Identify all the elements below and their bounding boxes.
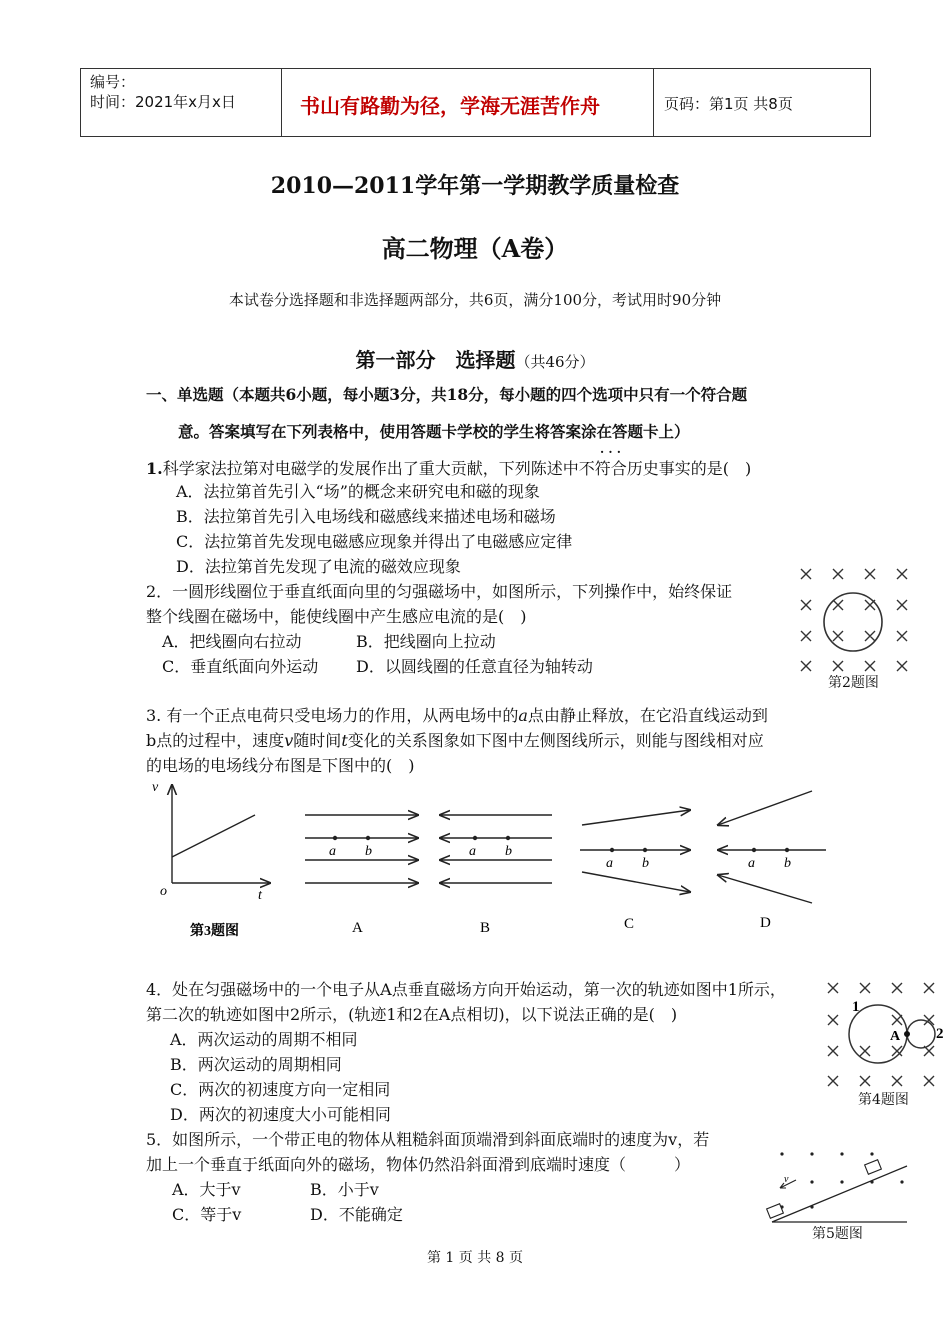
q1-stem [146, 459, 751, 479]
option-c-label-b: b [642, 856, 649, 871]
q2-line1: 2．一圆形线圈位于垂直纸面向里的匀强磁场中，如图所示，下列操作中，始终保证 [146, 582, 733, 601]
q3-var-v: v [284, 731, 294, 750]
q5-option-d: D．不能确定 [310, 1205, 403, 1224]
magnetic-field-x-marks [828, 983, 934, 1086]
q3-line2-mid: 随时间 [293, 731, 342, 750]
vt-origin: o [160, 884, 167, 899]
q4-option-d: D．两次的初速度大小可能相同 [170, 1105, 391, 1124]
option-d-label-a: a [748, 856, 755, 871]
time-label: 时间：2021年x月x日 [90, 93, 236, 111]
block-top [865, 1160, 882, 1175]
option-d-label-b: b [784, 856, 791, 871]
label-a: A [890, 1029, 901, 1044]
header-divider-2 [653, 68, 654, 136]
q1-stem-text: 科学家法拉第对电磁学的发展作出了重大贡献，下列陈述中不符合历史事实的是( ) [162, 459, 752, 478]
q3-line2 [146, 731, 764, 751]
q3-line1-post: 点由静止释放，在它沿直线运动到 [527, 706, 768, 725]
motto: 书山有路勤为径，学海无涯苦作舟 [300, 94, 600, 118]
q3-line2-post: 变化的关系图象如下图中左侧图线所示，则能与图线相对应 [347, 731, 764, 750]
q1-option-c: C．法拉第首先发现电磁感应现象并得出了电磁感应定律 [176, 532, 573, 551]
option-b-label-a: a [469, 844, 476, 859]
page-info: 页码：第1页 共8页 [664, 95, 793, 113]
option-a-label: A [352, 920, 363, 936]
option-c-point-b [643, 848, 647, 852]
q1-option-a: A．法拉第首先引入“场”的概念来研究电和磁的现象 [176, 482, 540, 501]
option-a-point-a [333, 836, 337, 840]
part1-score: （共46分） [515, 353, 595, 371]
trajectory-2 [907, 1020, 935, 1048]
q3-line1 [146, 706, 768, 726]
part1-title: 第一部分 选择题 [355, 348, 516, 372]
q2-option-a: A．把线圈向右拉动 [162, 632, 302, 651]
q1-option-b: B．法拉第首先引入电场线和磁感线来描述电场和磁场 [176, 507, 556, 526]
option-c-label-a: a [606, 856, 613, 871]
option-a-label-a: a [329, 844, 336, 859]
q2-option-d: D．以圆线圈的任意直径为轴转动 [356, 657, 593, 676]
option-b-label-b: b [505, 844, 512, 859]
q4-option-c: C．两次的初速度方向一定相同 [170, 1080, 391, 1099]
q3-line1-pre: 3. 有一个正点电荷只受电场力的作用，从两电场中的 [146, 706, 519, 725]
q4-line1: 4．处在匀强磁场中的一个电子从A点垂直磁场方向开始运动，第一次的轨迹如图中1所示， [146, 980, 786, 999]
q2-option-b: B．把线圈向上拉动 [356, 632, 496, 651]
magnetic-field-x-marks [801, 569, 907, 671]
serial-label: 编号： [90, 73, 136, 91]
vt-graph [172, 785, 270, 883]
section1-line2: 意。答案填写在下列表格中，使用答题卡学校的学生将答案涂在答题卡上） [178, 422, 690, 441]
vt-axis-v: v [152, 780, 159, 795]
option-d-point-b [785, 848, 789, 852]
q4-figure-label: 第4题图 [858, 1092, 909, 1108]
option-c-label: C [624, 916, 635, 932]
q3-line3: 的电场的电场线分布图是下图中的( ) [146, 756, 415, 775]
q1-emphasis-dots: · · · [600, 445, 621, 459]
q5-option-c: C．等于v [172, 1205, 242, 1224]
page-footer: 第 1 页 共 8 页 [426, 1250, 524, 1266]
coil-circle [824, 593, 882, 651]
label-1: 1 [852, 999, 860, 1015]
section1-line1: 一、单选题（本题共6小题，每小题3分，共18分，每小题的四个选项中只有一个符合题 [146, 385, 748, 404]
q1-option-d: D．法拉第首先发现了电流的磁效应现象 [176, 557, 461, 576]
page-subtitle: 高二物理（A卷） [381, 234, 569, 263]
q4-option-b: B．两次运动的周期相同 [170, 1055, 342, 1074]
option-d-label: D [760, 915, 771, 931]
part1-heading [0, 344, 950, 373]
velocity-label: v [784, 1174, 789, 1185]
option-d-point-a [752, 848, 756, 852]
q4-figure [822, 976, 946, 1092]
option-c-point-a [610, 848, 614, 852]
point-a-dot [904, 1031, 910, 1037]
q5-option-a: A．大于v [172, 1180, 241, 1199]
q5-line2: 加上一个垂直于纸面向外的磁场，物体仍然沿斜面滑到底端时速度（ ） [146, 1155, 691, 1174]
q1-number: 1. [146, 459, 163, 478]
q5-figure [762, 1142, 912, 1226]
option-c-field [580, 810, 690, 892]
option-b-label: B [480, 920, 491, 936]
label-2: 2 [936, 1026, 944, 1042]
vt-axis-t: t [258, 888, 262, 903]
intro-text: 本试卷分选择题和非选择题两部分，共6页，满分100分，考试用时90分钟 [228, 291, 722, 309]
q3-point-a: a [518, 706, 528, 725]
q2-option-c: C．垂直纸面向外运动 [162, 657, 319, 676]
q3-figure [140, 775, 840, 945]
option-a-label-b: b [365, 844, 372, 859]
option-d-field [718, 791, 826, 903]
q4-line2: 第二次的轨迹如图中2所示，(轨迹1和2在A点相切)，以下说法正确的是( ) [146, 1005, 678, 1024]
q2-figure-label: 第2题图 [828, 675, 879, 691]
q5-figure-label: 第5题图 [812, 1226, 863, 1242]
header-divider-1 [281, 68, 282, 136]
q3-var-t: t [341, 731, 348, 750]
option-b-point-b [506, 836, 510, 840]
q3-figure-label: 第3题图 [190, 924, 239, 939]
q5-line1: 5．如图所示，一个带正电的物体从粗糙斜面顶端滑到斜面底端时的速度为v，若 [146, 1130, 710, 1149]
q5-option-b: B．小于v [310, 1180, 379, 1199]
page-title: 2010—2011学年第一学期教学质量检查 [270, 173, 680, 199]
q2-figure [795, 560, 925, 680]
option-b-field [440, 815, 552, 883]
block-bottom [767, 1204, 784, 1219]
q2-line2: 整个线圈在磁场中，能使线圈中产生感应电流的是( ) [146, 607, 527, 626]
option-a-field [305, 815, 418, 883]
q4-option-a: A．两次运动的周期不相同 [170, 1030, 358, 1049]
option-a-point-b [366, 836, 370, 840]
magnetic-field-dots [780, 1152, 903, 1208]
option-b-point-a [473, 836, 477, 840]
incline-surface [772, 1166, 907, 1222]
q3-line2-pre: b点的过程中，速度 [146, 731, 285, 750]
